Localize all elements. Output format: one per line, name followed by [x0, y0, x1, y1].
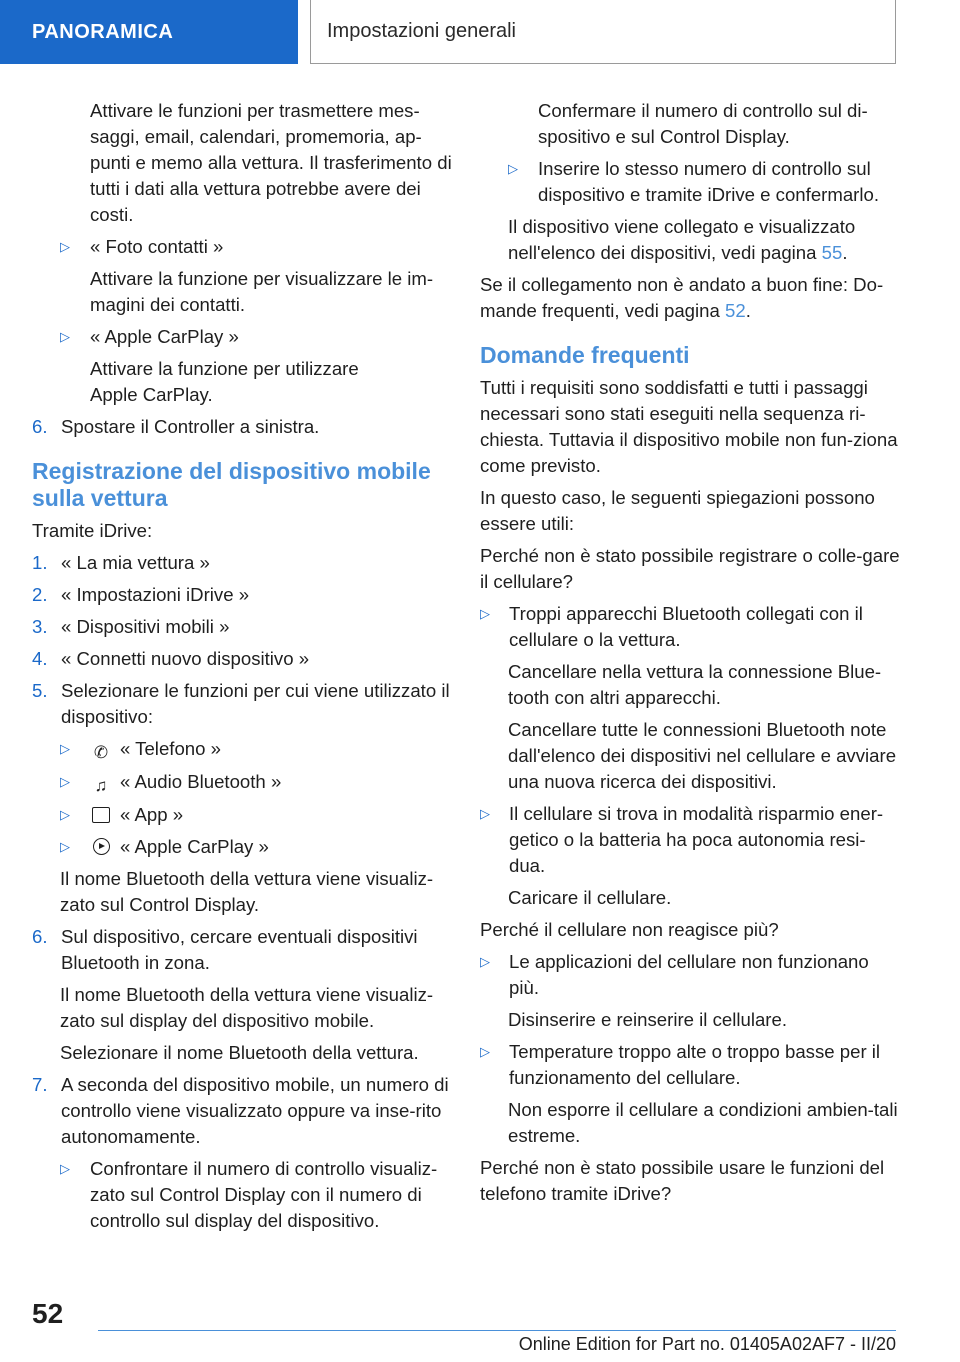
fix-text: Non esporre il cellulare a condizioni ambien-tali estreme.: [508, 1099, 898, 1146]
function-telefono: [32, 736, 452, 763]
function-label: « Telefono »: [120, 738, 221, 759]
section-heading-faq: Domande frequenti: [480, 342, 690, 368]
step-item: [32, 678, 452, 730]
function-app: [32, 802, 452, 828]
bullet-compare: [32, 1156, 452, 1234]
carplay-play-icon: [93, 838, 110, 855]
apple-carplay-desc-2: Apple CarPlay.: [90, 384, 213, 405]
page-header-title: Impostazioni generali: [310, 0, 896, 64]
function-line: [90, 736, 452, 763]
answer-bullet: [480, 801, 900, 879]
step-text: Spostare il Controller a sinistra.: [61, 416, 320, 437]
step-text: « Connetti nuovo dispositivo »: [61, 648, 310, 669]
step-item: [32, 550, 452, 576]
page-number: 52: [32, 1298, 64, 1329]
fail-text-body: Se il collegamento non è andato a buon fine: Do-mande frequenti, vedi pagina: [480, 274, 884, 321]
function-line: [90, 834, 452, 860]
section-tab: PANORAMICA: [0, 0, 298, 64]
question-1: Perché non è stato possibile registrare o colle-gare il cellulare?: [480, 545, 900, 592]
page-link-55[interactable]: 55: [821, 242, 843, 263]
function-audio-bluetooth: [32, 769, 452, 796]
footer-edition: Online Edition for Part no. 01405A02AF7 - II/20: [518, 1334, 896, 1354]
section-heading-registration: Registrazione del dispositivo mobile sulla vettura: [32, 458, 431, 511]
bullet-text: Le applicazioni del cellulare non funzionano più.: [509, 951, 869, 998]
fix-text: Cancellare tutte le connessioni Bluetooth note dall'elenco dei dispositivi nel cellulare e avviare una nuova ricerca dei dispositivi.: [508, 719, 897, 792]
bullet-insert: [480, 156, 900, 208]
step-item: [32, 1072, 452, 1150]
step-number: 6.: [32, 416, 48, 437]
function-line: [90, 802, 452, 828]
step-number: 1.: [32, 552, 48, 573]
triangle-bullet-icon: ▷: [480, 606, 490, 621]
photo-contacts-desc: Attivare la funzione per visualizzare le im-magini dei contatti.: [90, 268, 434, 315]
bullet-apple-carplay: [32, 324, 452, 350]
requisites-text: Tutti i requisiti sono soddisfatti e tutti i passaggi necessari sono stati eseguiti nella sequenza ri-chiesta. Tuttavia il dispositivo mobile non fun-ziona come previsto.: [480, 377, 898, 476]
confirm-text: Confermare il numero di controllo sul di-spositivo e sul Control Display.: [538, 100, 868, 147]
fix-text: Disinserire e reinserire il cellulare.: [508, 1009, 787, 1030]
connected-text-body: Il dispositivo viene collegato e visualizzato nell'elenco dei dispositivi, vedi pagina: [508, 216, 856, 263]
triangle-bullet-icon: ▷: [508, 161, 518, 176]
right-column: [480, 98, 900, 1213]
bullet-text: Il cellulare si trova in modalità risparmio ener-getico o la batteria ha poca autonomia resi-dua.: [509, 803, 884, 876]
triangle-bullet-icon: ▷: [60, 239, 70, 254]
apple-carplay-desc-1: Attivare la funzione per utilizzare: [90, 358, 359, 379]
bt-name-device-text: Il nome Bluetooth della vettura viene visualiz-zato sul display del dispositivo mobile.: [60, 984, 434, 1031]
triangle-bullet-icon: ▷: [60, 774, 70, 789]
triangle-bullet-icon: ▷: [480, 954, 490, 969]
fix-text: Caricare il cellulare.: [508, 887, 672, 908]
step-number: 3.: [32, 616, 48, 637]
step-text: « La mia vettura »: [61, 552, 210, 573]
fail-text: Se il collegamento non è andato a buon fine: Do-mande frequenti, vedi pagina 52.: [480, 274, 884, 321]
triangle-bullet-icon: ▷: [60, 329, 70, 344]
bullet-text: Inserire lo stesso numero di controllo sul dispositivo e tramite iDrive e confermarlo.: [538, 158, 880, 205]
triangle-bullet-icon: ▷: [60, 1161, 70, 1176]
via-idrive-label: Tramite iDrive:: [32, 520, 153, 541]
step-item: [32, 646, 452, 672]
phone-icon: ✆: [93, 743, 109, 762]
step-text: « Dispositivi mobili »: [61, 616, 230, 637]
step-item: [32, 414, 452, 440]
bullet-text: Confrontare il numero di controllo visualiz-zato sul Control Display con il numero di controllo sul display del dispositivo.: [90, 1158, 438, 1231]
triangle-bullet-icon: ▷: [60, 741, 70, 756]
step-text: « Impostazioni iDrive »: [61, 584, 250, 605]
music-note-icon: ♫: [94, 776, 108, 795]
step-item: [32, 924, 452, 976]
question-3: Perché non è stato possibile usare le funzioni del telefono tramite iDrive?: [480, 1157, 885, 1204]
intro-paragraph: Attivare le funzioni per trasmettere mes-saggi, email, calendari, promemoria, ap-punti e memo alla vettura. Il trasferimento di tutti i dati alla vettura potrebbe avere dei costi.: [90, 100, 452, 225]
step-number: 4.: [32, 648, 48, 669]
triangle-bullet-icon: ▷: [60, 839, 70, 854]
question-2: Perché il cellulare non reagisce più?: [480, 919, 779, 940]
function-apple-carplay: [32, 834, 452, 860]
in-this-case-text: In questo caso, le seguenti spiegazioni possono essere utili:: [480, 487, 875, 534]
bullet-text: Troppi apparecchi Bluetooth collegati con il cellulare o la vettura.: [509, 603, 863, 650]
triangle-bullet-icon: ▷: [480, 1044, 490, 1059]
function-label: « Audio Bluetooth »: [120, 771, 282, 792]
fix-text: Cancellare nella vettura la connessione Blue-tooth con altri apparecchi.: [508, 661, 882, 708]
bt-name-shown-text: Il nome Bluetooth della vettura viene visualiz-zato sul Control Display.: [60, 868, 434, 915]
step-number: 2.: [32, 584, 48, 605]
triangle-bullet-icon: ▷: [60, 807, 70, 822]
step-number: 7.: [32, 1074, 48, 1095]
step-text: Sul dispositivo, cercare eventuali dispositivi Bluetooth in zona.: [61, 926, 418, 973]
bullet-photo-contacts: [32, 234, 452, 260]
step-text: A seconda del dispositivo mobile, un numero di controllo viene visualizzato oppure va inse-rito autonomamente.: [61, 1074, 449, 1147]
step-item: [32, 582, 452, 608]
answer-bullet: [480, 601, 900, 653]
function-line: [90, 769, 452, 796]
app-square-icon: [92, 807, 110, 823]
step-number: 6.: [32, 926, 48, 947]
select-bt-text: Selezionare il nome Bluetooth della vettura.: [60, 1042, 419, 1063]
left-column: [32, 98, 452, 1240]
step-number: 5.: [32, 680, 48, 701]
footer-divider: [98, 1330, 896, 1331]
function-label: « Apple CarPlay »: [120, 836, 269, 857]
answer-bullet: [480, 949, 900, 1001]
answer-bullet: [480, 1039, 900, 1091]
bullet-label: « Foto contatti »: [90, 236, 224, 257]
step-text: Selezionare le funzioni per cui viene utilizzato il dispositivo:: [61, 680, 450, 727]
step-item: [32, 614, 452, 640]
bullet-label: « Apple CarPlay »: [90, 326, 239, 347]
triangle-bullet-icon: ▷: [480, 806, 490, 821]
page-link-52[interactable]: 52: [725, 300, 746, 321]
connected-text: Il dispositivo viene collegato e visualizzato nell'elenco dei dispositivi, vedi pagina 55.: [508, 216, 856, 263]
bullet-text: Temperature troppo alte o troppo basse per il funzionamento del cellulare.: [509, 1041, 881, 1088]
function-label: « App »: [120, 804, 184, 825]
